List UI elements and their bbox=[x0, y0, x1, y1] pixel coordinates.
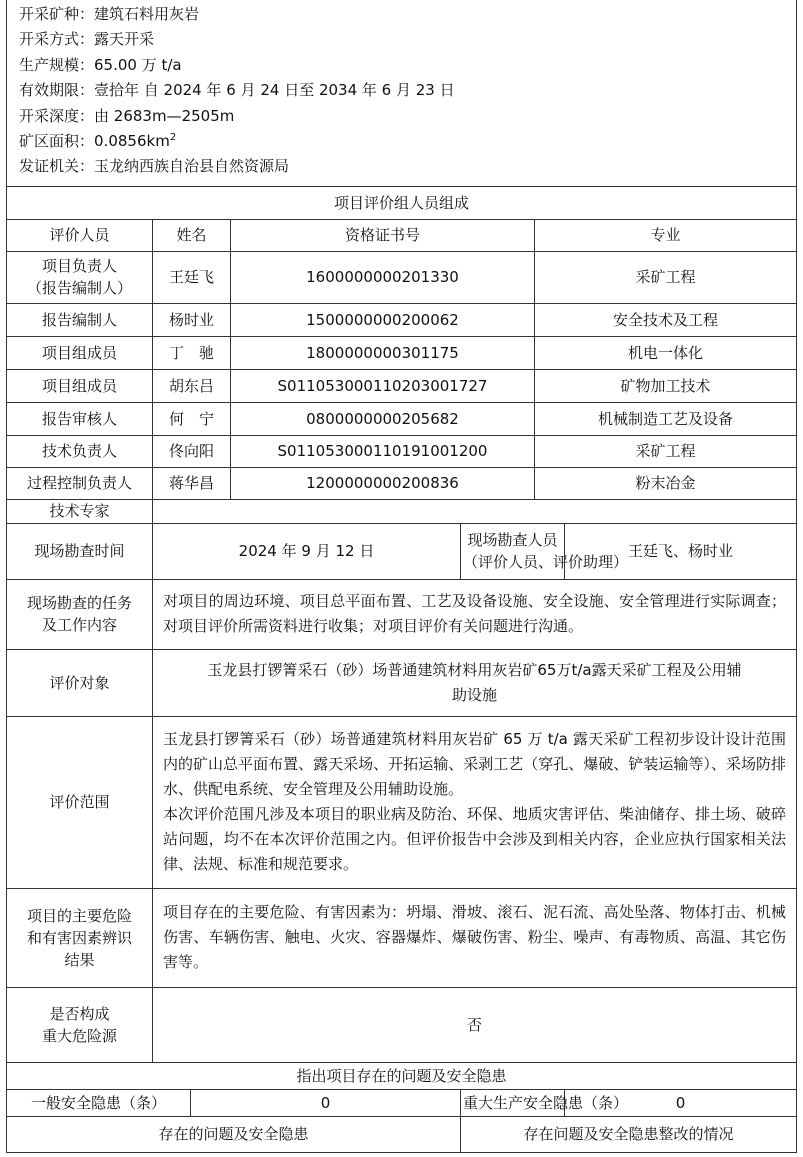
team-member-row bbox=[7, 467, 797, 499]
header-cert: 资格证书号 bbox=[231, 219, 535, 251]
scope-row bbox=[7, 716, 797, 888]
member-cert: 1200000000200836 bbox=[231, 467, 535, 499]
team-header-row bbox=[7, 219, 797, 251]
member-name: 丁 驰 bbox=[153, 336, 231, 369]
survey-time-label: 现场勘查时间 bbox=[7, 523, 153, 579]
target-label: 评价对象 bbox=[7, 649, 153, 716]
info-scale: 生产规模：65.00 万 t/a bbox=[19, 55, 182, 74]
tech-expert-value bbox=[153, 499, 797, 523]
scope-value bbox=[153, 716, 797, 888]
major-hazard-count: 0 bbox=[565, 1089, 797, 1116]
hazards-row bbox=[7, 888, 797, 987]
member-cert: S011053000110203001727 bbox=[231, 369, 535, 402]
member-name: 蒋华昌 bbox=[153, 467, 231, 499]
issues-columns-row bbox=[7, 1116, 797, 1152]
team-member-row bbox=[7, 251, 797, 303]
member-role: 报告审核人 bbox=[7, 402, 153, 435]
hazards-value: 项目存在的主要危险、有害因素为：坍塌、滑坡、滚石、泥石流、高处坠落、物体打击、机械伤害、车辆伤害、触电、火灾、容器爆炸、爆破伤害、粉尘、噪声、有毒物质、高温、其它伤害等。 bbox=[153, 888, 797, 987]
general-hazard-label: 一般安全隐患（条） bbox=[7, 1089, 191, 1116]
team-title-row bbox=[7, 186, 797, 219]
survey-row bbox=[7, 523, 797, 579]
team-member-row bbox=[7, 369, 797, 402]
major-hazard-label: 是否构成 重大危险源 bbox=[7, 987, 153, 1062]
form-table bbox=[6, 0, 797, 1153]
member-role: 技术负责人 bbox=[7, 435, 153, 467]
member-name: 王廷飞 bbox=[153, 251, 231, 303]
info-validity: 有效期限：壹拾年 自 2024 年 6 月 24 日至 2034 年 6 月 23 日 bbox=[19, 81, 455, 100]
tech-expert-label: 技术专家 bbox=[7, 499, 153, 523]
team-member-row bbox=[7, 303, 797, 336]
survey-staff-value: 王廷飞、杨时业 bbox=[565, 523, 797, 579]
scope-para-1: 玉龙县打锣箐采石（砂）场普通建筑材料用灰岩矿 65 万 t/a 露天采矿工程初步设计设计范围内的矿山总平面布置、露天采场、开拓运输、采剥工艺（穿孔、爆破、铲装运输等）、采场防排水、供配电系统、安全管理及公用辅助设施。 bbox=[163, 730, 786, 799]
license-info bbox=[7, 0, 797, 186]
member-major: 采矿工程 bbox=[535, 251, 797, 303]
hazards-label: 项目的主要危险 和有害因素辨识 结果 bbox=[7, 888, 153, 987]
scope-para-2: 本次评价范围凡涉及本项目的职业病及防治、环保、地质灾害评估、柴油储存、排土场、破碎站问题，均不在本次评价范围之内。但评价报告中会涉及到相关内容，企业应执行国家相关法律、法规、标准和规范要求。 bbox=[163, 805, 786, 874]
tech-expert-row bbox=[7, 499, 797, 523]
member-cert: 0800000000205682 bbox=[231, 402, 535, 435]
member-name: 何 宁 bbox=[153, 402, 231, 435]
header-major: 专业 bbox=[535, 219, 797, 251]
info-method: 开采方式：露天开采 bbox=[19, 30, 155, 49]
target-row bbox=[7, 649, 797, 716]
member-name: 杨时业 bbox=[153, 303, 231, 336]
survey-time-value: 2024 年 9 月 12 日 bbox=[153, 523, 461, 579]
header-role: 评价人员 bbox=[7, 219, 153, 251]
issues-col-left: 存在的问题及安全隐患 bbox=[7, 1116, 461, 1152]
team-title: 项目评价组人员组成 bbox=[7, 186, 797, 219]
license-info-row bbox=[7, 0, 797, 186]
info-area: 矿区面积：$0.0856km^2$ bbox=[19, 132, 177, 151]
major-hazard-count-label: 重大生产安全隐患（条） bbox=[461, 1089, 565, 1116]
member-role: 项目组成员 bbox=[7, 336, 153, 369]
survey-task-value: 对项目的周边环境、项目总平面布置、工艺及设备设施、安全设施、安全管理进行实际调查；对项目评价所需资料进行收集；对项目评价有关问题进行沟通。 bbox=[153, 579, 797, 649]
general-hazard-count: 0 bbox=[191, 1089, 461, 1116]
info-issuer: 发证机关：玉龙纳西族自治县自然资源局 bbox=[19, 157, 290, 176]
member-cert: 1800000000301175 bbox=[231, 336, 535, 369]
member-cert: 1500000000200062 bbox=[231, 303, 535, 336]
scope-label: 评价范围 bbox=[7, 716, 153, 888]
member-major: 矿物加工技术 bbox=[535, 369, 797, 402]
member-name: 胡东吕 bbox=[153, 369, 231, 402]
major-hazard-value: 否 bbox=[153, 987, 797, 1062]
member-name: 佟向阳 bbox=[153, 435, 231, 467]
info-depth: 开采深度：由 2683m—2505m bbox=[19, 106, 235, 125]
header-name: 姓名 bbox=[153, 219, 231, 251]
major-hazard-row bbox=[7, 987, 797, 1062]
member-role: 项目负责人 （报告编制人） bbox=[7, 251, 153, 303]
survey-task-label: 现场勘查的任务 及工作内容 bbox=[7, 579, 153, 649]
member-major: 粉末冶金 bbox=[535, 467, 797, 499]
issues-title: 指出项目存在的问题及安全隐患 bbox=[7, 1062, 797, 1089]
member-role: 过程控制负责人 bbox=[7, 467, 153, 499]
info-mineral: 开采矿种：建筑石料用灰岩 bbox=[19, 5, 200, 23]
member-major: 机电一体化 bbox=[535, 336, 797, 369]
member-major: 安全技术及工程 bbox=[535, 303, 797, 336]
member-major: 机械制造工艺及设备 bbox=[535, 402, 797, 435]
member-major: 采矿工程 bbox=[535, 435, 797, 467]
team-member-row bbox=[7, 402, 797, 435]
team-member-row bbox=[7, 336, 797, 369]
issues-title-row bbox=[7, 1062, 797, 1089]
issues-col-right: 存在问题及安全隐患整改的情况 bbox=[461, 1116, 797, 1152]
target-value: 玉龙县打锣箐采石（砂）场普通建筑材料用灰岩矿65万t/a露天采矿工程及公用辅 助设施 bbox=[153, 649, 797, 716]
survey-task-row bbox=[7, 579, 797, 649]
team-member-row bbox=[7, 435, 797, 467]
issues-count-row bbox=[7, 1089, 797, 1116]
member-cert: 1600000000201330 bbox=[231, 251, 535, 303]
survey-staff-label: 现场勘查人员 （评价人员、评价助理） bbox=[461, 523, 565, 579]
member-cert: S011053000110191001200 bbox=[231, 435, 535, 467]
evaluation-form bbox=[6, 0, 796, 1153]
member-role: 报告编制人 bbox=[7, 303, 153, 336]
member-role: 项目组成员 bbox=[7, 369, 153, 402]
